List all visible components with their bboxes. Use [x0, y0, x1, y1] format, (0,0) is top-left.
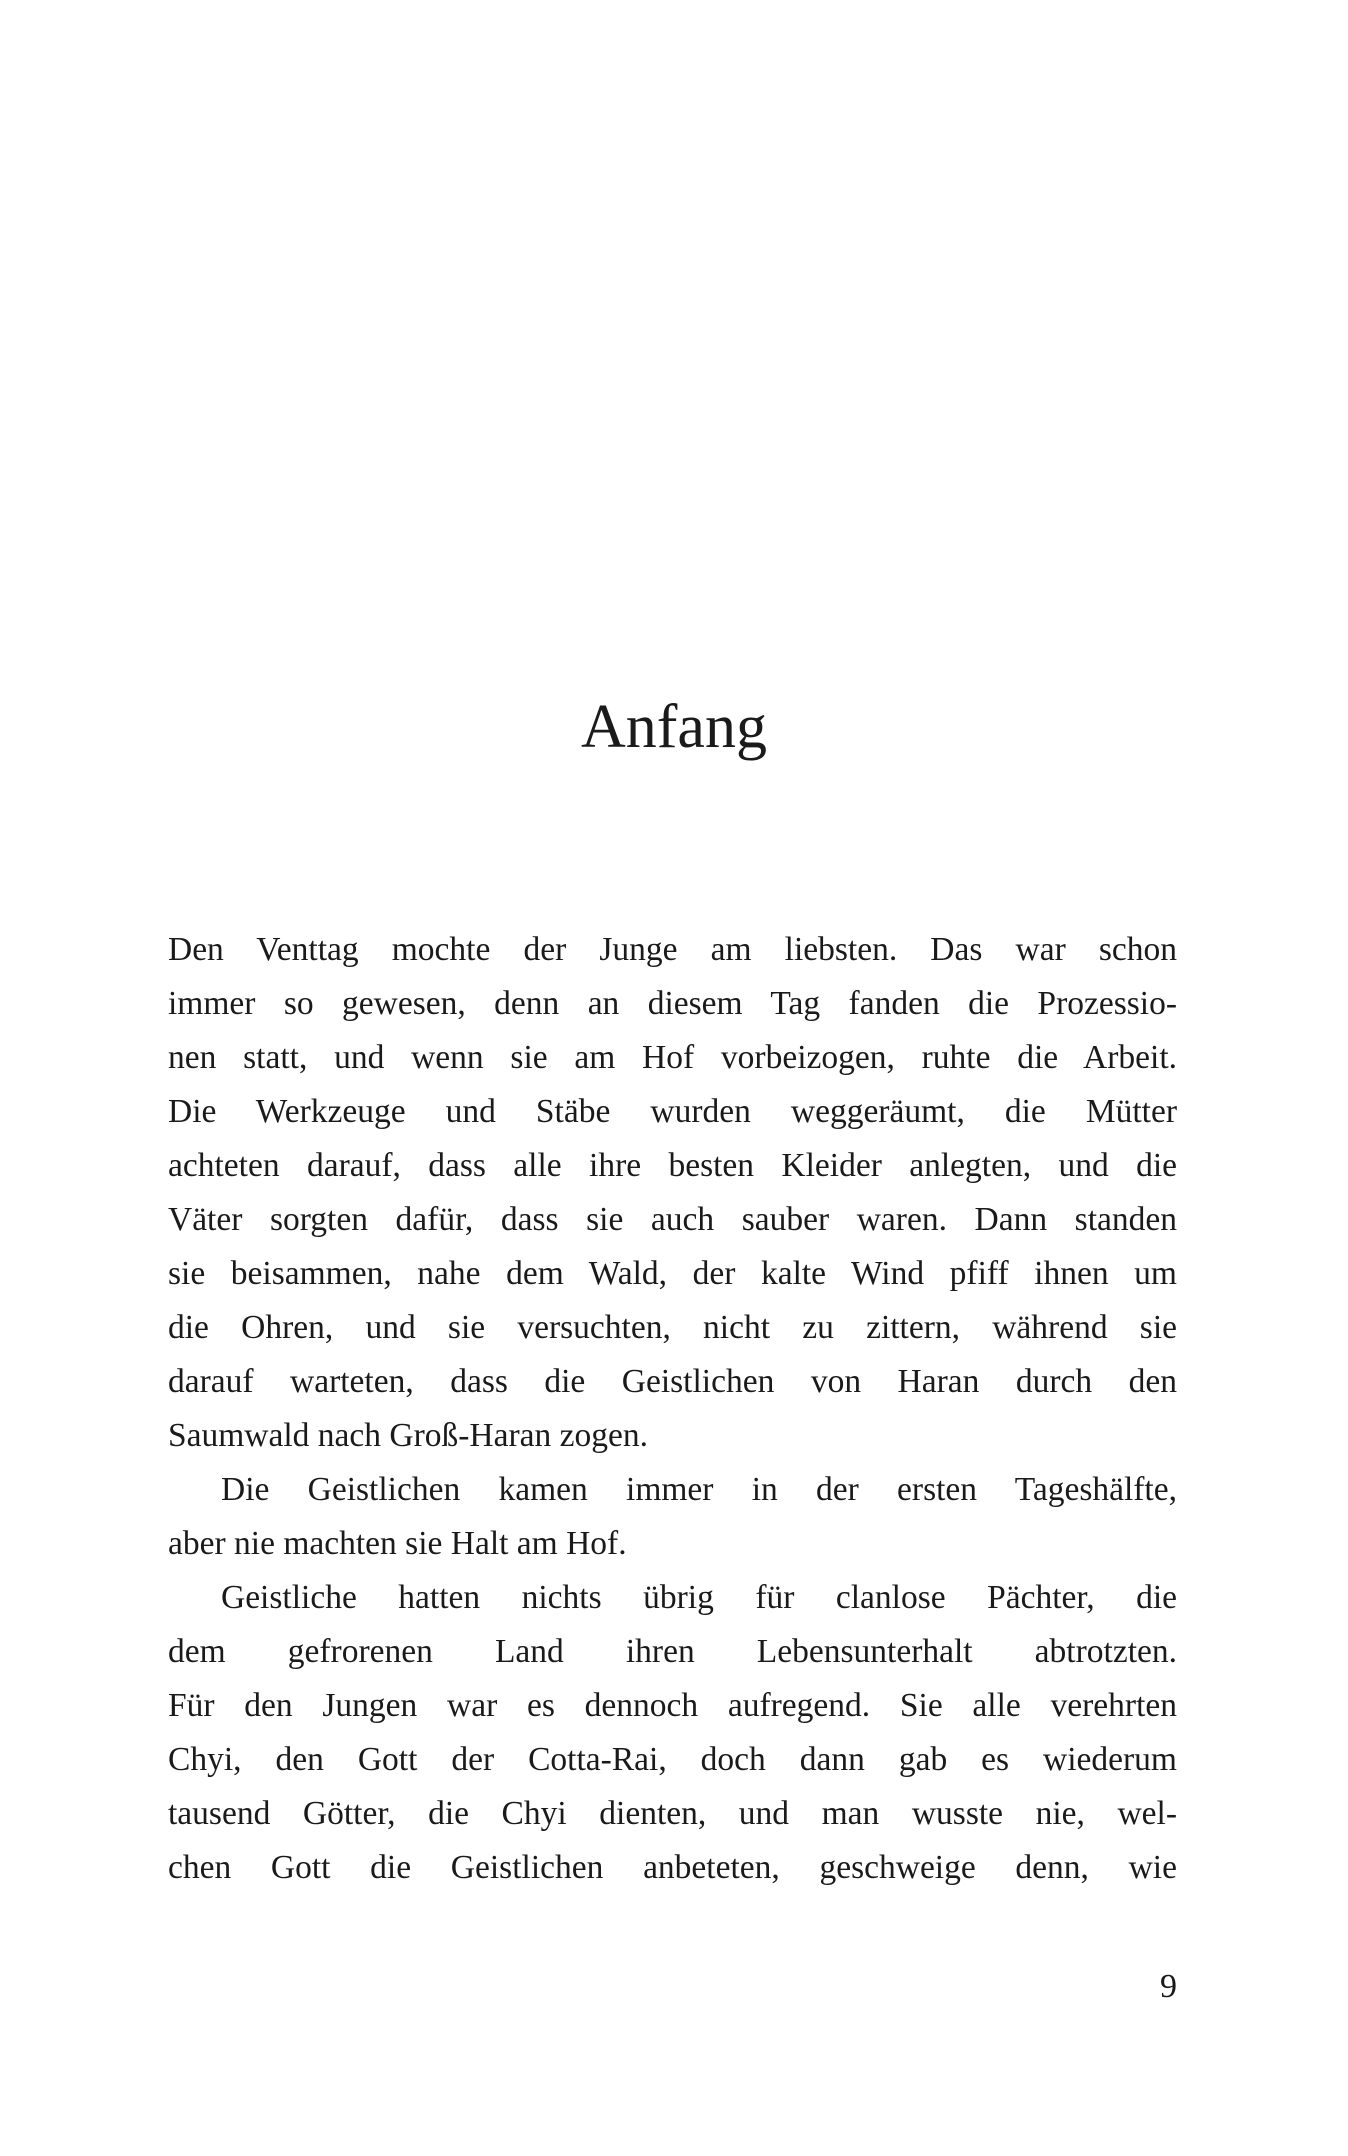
body-text: [168, 923, 1177, 1895]
chapter-title: Anfang: [581, 693, 767, 761]
text-line: Geistliche hatten nichts übrig für clanlose Pächter, die: [221, 1579, 1177, 1616]
text-line: Väter sorgten dafür, dass sie auch sauber waren. Dann standen: [168, 1201, 1177, 1238]
page-number: 9: [1160, 1968, 1177, 2005]
text-line: nen statt, und wenn sie am Hof vorbeizogen, ruhte die Arbeit.: [168, 1039, 1177, 1076]
text-line: Saumwald nach Groß-Haran zogen.: [168, 1417, 648, 1454]
text-line: tausend Götter, die Chyi dienten, und man wusste nie, wel-: [168, 1795, 1177, 1832]
text-line: Den Venttag mochte der Junge am liebsten. Das war schon: [168, 931, 1177, 968]
text-line: darauf warteten, dass die Geistlichen von Haran durch den: [168, 1363, 1177, 1400]
text-line: chen Gott die Geistlichen anbeteten, geschweige denn, wie: [168, 1849, 1177, 1886]
text-line: Die Geistlichen kamen immer in der ersten Tageshälfte,: [221, 1471, 1177, 1508]
text-line: die Ohren, und sie versuchten, nicht zu zittern, während sie: [168, 1309, 1177, 1346]
text-line: aber nie machten sie Halt am Hof.: [168, 1525, 627, 1562]
text-line: immer so gewesen, denn an diesem Tag fanden die Prozessio-: [168, 985, 1177, 1022]
text-line: achteten darauf, dass alle ihre besten Kleider anlegten, und die: [168, 1147, 1177, 1184]
text-line: Chyi, den Gott der Cotta-Rai, doch dann gab es wiederum: [168, 1741, 1177, 1778]
text-line: sie beisammen, nahe dem Wald, der kalte Wind pfiff ihnen um: [168, 1255, 1177, 1292]
text-line: Die Werkzeuge und Stäbe wurden weggeräumt, die Mütter: [168, 1093, 1177, 1130]
text-line: Für den Jungen war es dennoch aufregend. Sie alle verehrten: [168, 1687, 1177, 1724]
text-line: dem gefrorenen Land ihren Lebensunterhalt abtrotzten.: [168, 1633, 1177, 1670]
